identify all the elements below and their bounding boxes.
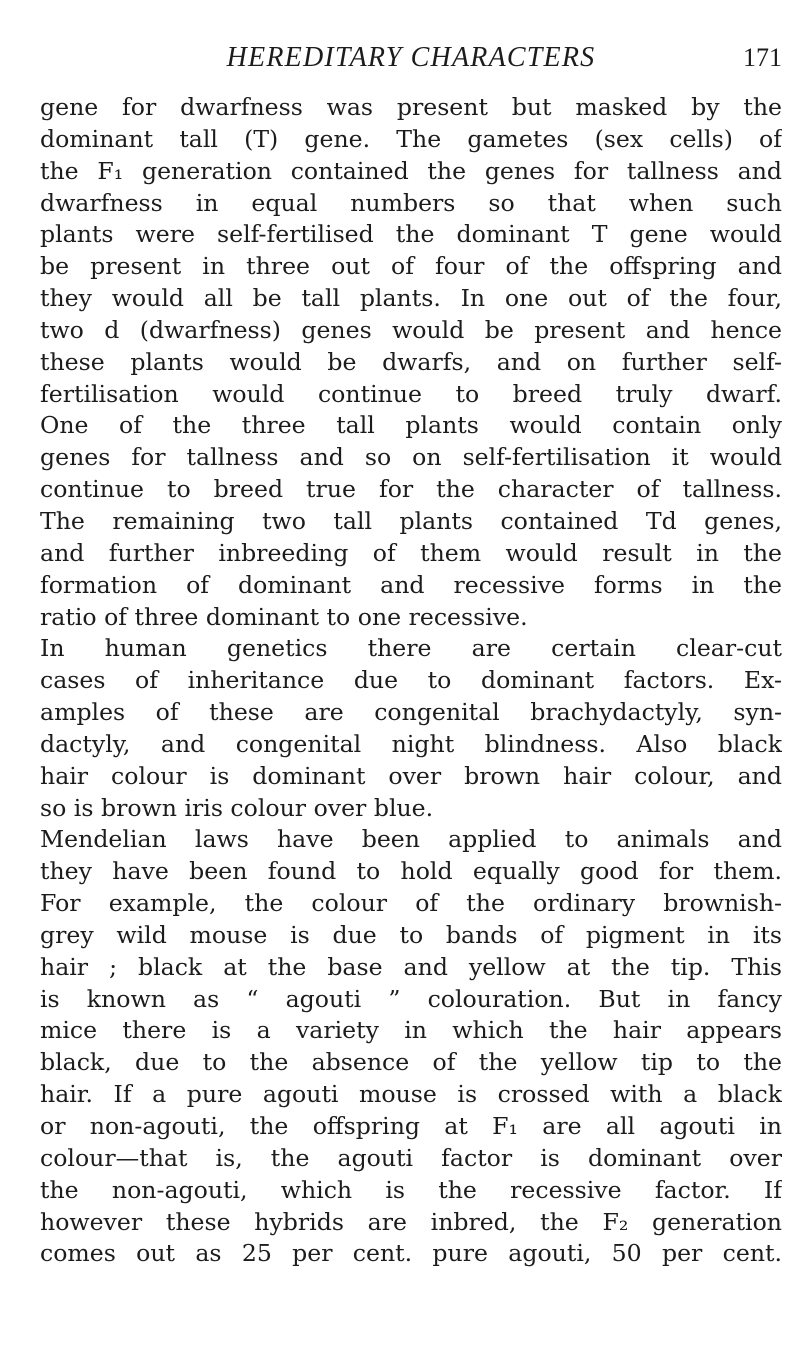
text-line: grey wild mouse is due to bands of pigment in its xyxy=(40,920,782,949)
text-line: continue to breed true for the character of tallness. xyxy=(40,475,782,504)
running-head xyxy=(40,40,782,80)
text-line: ratio of three dominant to one recessive. xyxy=(40,602,528,631)
text-line: they have been found to hold equally good for them. xyxy=(40,857,782,886)
text-line: dwarfness in equal numbers so that when such xyxy=(40,188,782,217)
text-line: they would all be tall plants. In one out of the four, xyxy=(40,284,782,313)
text-line: Mendelian laws have been applied to animals and xyxy=(40,825,782,854)
text-line: In human genetics there are certain clear-cut xyxy=(40,634,782,663)
text-line: or non-agouti, the offspring at F₁ are all agouti in xyxy=(40,1112,782,1140)
text-line: black, due to the absence of the yellow tip to the xyxy=(40,1048,782,1077)
text-line: plants were self-fertilised the dominant T gene would xyxy=(40,220,782,249)
text-line: colour—that is, the agouti factor is dominant over xyxy=(40,1143,782,1172)
text-line: the non-agouti, which is the recessive factor. If xyxy=(40,1175,782,1204)
text-line: The remaining two tall plants contained Td genes, xyxy=(40,506,782,535)
text-line: amples of these are congenital brachydactyly, syn- xyxy=(40,698,782,727)
text-line: is known as “ agouti ” colouration. But in fancy xyxy=(40,984,782,1013)
text-line: dactyly, and congenital night blindness. Also black xyxy=(40,729,782,758)
text-line: gene for dwarfness was present but masked by the xyxy=(40,93,782,121)
text-line: hair ; black at the base and yellow at the tip. This xyxy=(40,952,782,981)
text-line: however these hybrids are inbred, the F₂ generation xyxy=(40,1207,782,1236)
text-line: these plants would be dwarfs, and on further self- xyxy=(40,347,782,376)
page-number: 171 xyxy=(743,43,782,72)
text-line: formation of dominant and recessive forms in the xyxy=(40,570,782,599)
text-line: and further inbreeding of them would result in the xyxy=(40,538,782,567)
text-line: For example, the colour of the ordinary brownish- xyxy=(40,889,782,918)
text-line: mice there is a variety in which the hair appears xyxy=(40,1016,782,1045)
text-line: hair. If a pure agouti mouse is crossed with a black xyxy=(40,1080,782,1109)
running-title: HEREDITARY CHARACTERS xyxy=(226,42,596,73)
text-line: fertilisation would continue to breed truly dwarf. xyxy=(40,379,782,408)
text-line: comes out as 25 per cent. pure agouti, 50 per cent. xyxy=(40,1239,782,1268)
text-line: be present in three out of four of the offspring and xyxy=(40,252,782,281)
text-line: cases of inheritance due to dominant factors. Ex- xyxy=(40,666,782,695)
text-line: hair colour is dominant over brown hair colour, and xyxy=(40,761,782,790)
text-line: the F₁ generation contained the genes for tallness and xyxy=(40,156,782,185)
text-line: genes for tallness and so on self-fertilisation it would xyxy=(40,443,782,472)
text-line: One of the three tall plants would contain only xyxy=(40,411,782,440)
text-line: dominant tall (T) gene. The gametes (sex cells) of xyxy=(40,124,782,153)
body-text xyxy=(40,92,782,1270)
text-line: so is brown iris colour over blue. xyxy=(40,793,434,822)
text-line: two d (dwarfness) genes would be present and hence xyxy=(40,315,782,344)
